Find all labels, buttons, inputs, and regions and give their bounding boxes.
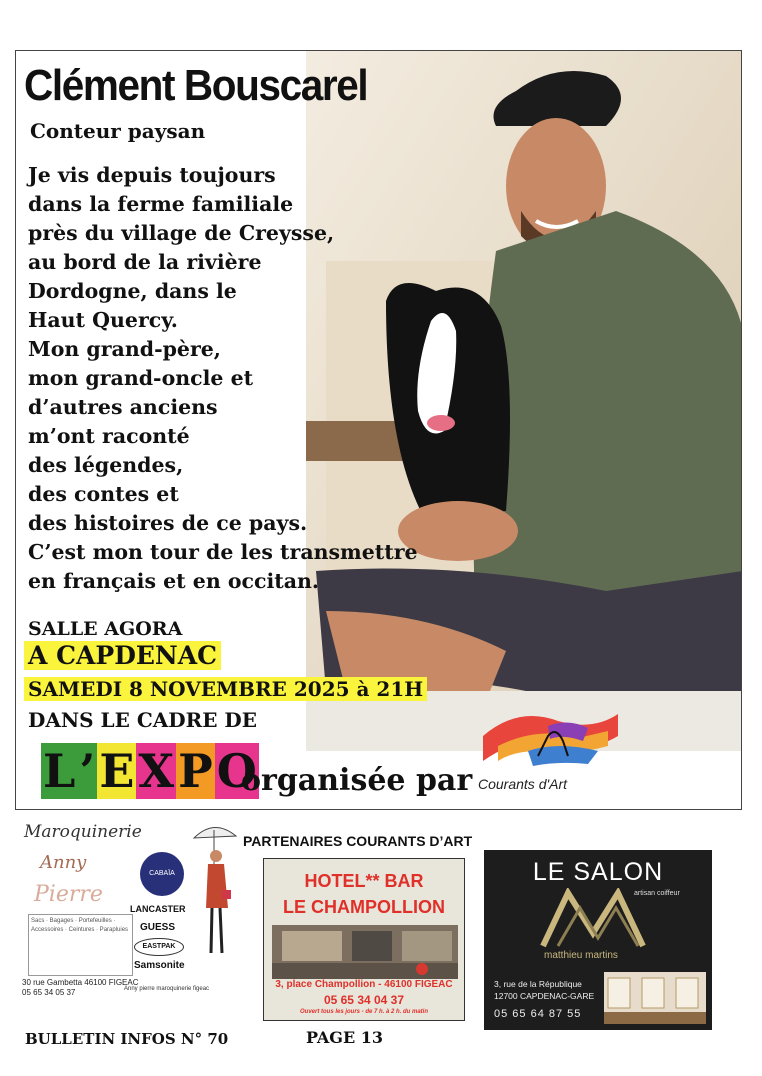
mm-monogram-icon [538, 888, 658, 950]
ad1-street: 30 rue Gambetta 46100 FIGEAC [22, 978, 139, 987]
ad2-phone: 05 65 34 04 37 [323, 993, 405, 1007]
courants-dart-logo [478, 706, 623, 796]
page-number: PAGE 13 [306, 1028, 383, 1047]
ad-hotel-champollion [263, 858, 465, 1021]
story-line: dans la ferme familiale [28, 192, 294, 216]
partners-title: PARTENAIRES COURANTS D’ART [243, 833, 473, 849]
ad2-title1: HOTEL** BAR [304, 871, 424, 891]
story-line: d’autres anciens [28, 395, 218, 419]
ad1-brand: Maroquinerie [24, 822, 142, 842]
ad1-owner-first: Anny [40, 852, 87, 873]
hotel-terrace-photo [272, 925, 458, 979]
ad2-title2: LE CHAMPOLLION [283, 897, 445, 917]
ad3-town: 12700 CAPDENAC-GARE [494, 991, 595, 1001]
ad-le-salon [484, 850, 712, 1030]
brand-samsonite: Samsonite [134, 960, 185, 971]
context-label: DANS LE CADRE DE [28, 708, 258, 732]
bulletin-number: BULLETIN INFOS N° 70 [25, 1030, 229, 1048]
storyteller-name: Clément Bouscarel [24, 61, 368, 110]
story-line: des contes et [28, 482, 179, 506]
story-text [28, 161, 418, 596]
storyteller-subtitle: Conteur paysan [30, 119, 206, 143]
story-line: m’ont raconté [28, 424, 190, 448]
expo-letter: O [216, 744, 257, 798]
ad3-subtitle: artisan coiffeur [634, 890, 680, 897]
ad1-address [22, 978, 139, 998]
story-line: des légendes, [28, 453, 184, 477]
event-poster [15, 50, 742, 810]
ad3-title: LE SALON [532, 858, 664, 886]
expo-letter: E [99, 744, 135, 798]
story-line: Je vis depuis toujours [28, 163, 276, 187]
ad-maroquinerie [22, 818, 237, 1003]
courants-dart-text: Courants d'Art [478, 776, 568, 792]
ad2-address: 3, place Champollion - 46100 FIGEAC [275, 979, 453, 990]
woman-umbrella-icon [192, 818, 237, 968]
brand-lancaster: LANCASTER [130, 904, 186, 914]
cabaia-badge: CABAÏA [140, 852, 184, 896]
ad3-phone: 05 65 64 87 55 [494, 1008, 582, 1020]
story-line: C’est mon tour de les transmettre [28, 540, 418, 564]
ad3-street: 3, rue de la République [494, 979, 582, 989]
story-line: mon grand-oncle et [28, 366, 254, 390]
story-line: près du village de Creysse, [28, 221, 335, 245]
expo-letter: P [178, 744, 213, 798]
story-line: Dordogne, dans le [28, 279, 237, 303]
salon-interior-photo [604, 972, 706, 1024]
venue-label: SALLE AGORA [28, 618, 183, 640]
ad2-hours: Ouvert tous les jours - de 7 h. à 2 h. du matin [299, 1009, 429, 1015]
expo-letter: X [138, 744, 175, 798]
brand-guess: GUESS [140, 922, 176, 933]
ad1-products: Sacs · Bagages · Portefeuilles · Accessoires · Ceintures · Parapluies [28, 914, 133, 976]
story-line: des histoires de ce pays. [28, 511, 308, 535]
story-line: Mon grand-père, [28, 337, 221, 361]
brand-eastpak: EASTPAK [134, 938, 184, 956]
rainbow-brush-icon [478, 706, 623, 776]
expo-letter: L [43, 744, 76, 798]
expo-letter: ’ [79, 744, 96, 798]
expo-logo [41, 743, 259, 799]
organized-by-label: organisée par [241, 763, 473, 798]
ad3-owner: matthieu martins [544, 950, 618, 961]
story-line: Haut Quercy. [28, 308, 178, 332]
city-label: A CAPDENAC [24, 641, 221, 670]
ad1-social: Anny pierre maroquinerie figeac [124, 986, 210, 992]
event-date: SAMEDI 8 NOVEMBRE 2025 à 21H [24, 677, 427, 701]
ad3-address [494, 978, 594, 1002]
ad1-phone: 05 65 34 05 37 [22, 988, 76, 997]
ad1-owner-last: Pierre [34, 882, 103, 907]
story-line: en français et en occitan. [28, 569, 320, 593]
story-line: au bord de la rivière [28, 250, 262, 274]
